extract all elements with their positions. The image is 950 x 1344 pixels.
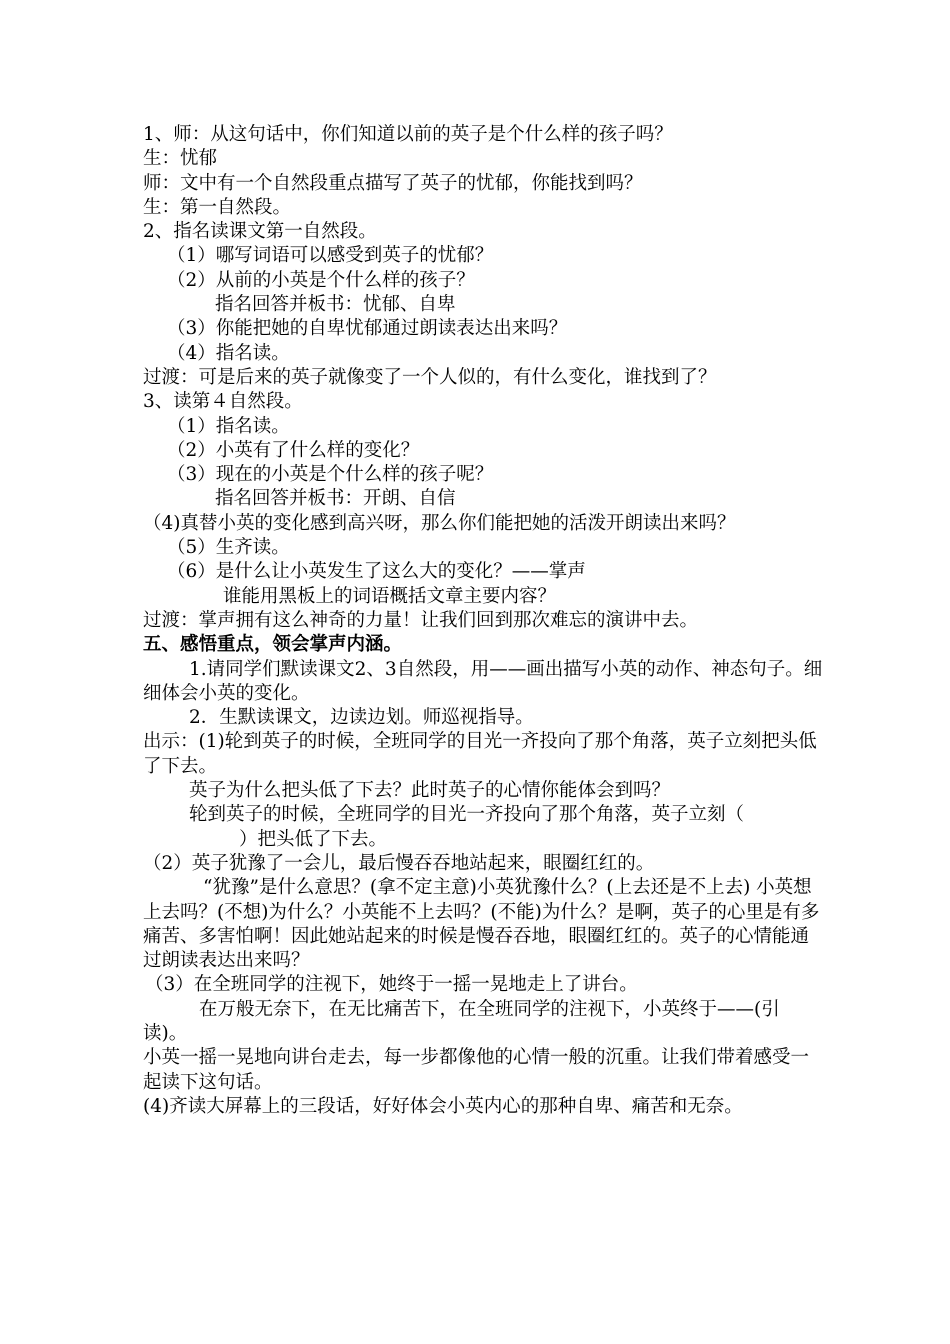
text-line: （1）指名读。 (167, 415, 290, 437)
text-line: （2）从前的小英是个什么样的孩子？ (167, 269, 475, 291)
text-paragraph: (4)齐读大屏幕上的三段话，好好体会小英内心的那种自卑、痛苦和无奈。 (143, 1095, 743, 1117)
text-fragment: ）把头低了下去。 (239, 828, 388, 850)
text-paragraph: 出示：(1)轮到英子的时候，全班同学的目光一齐投向了那个角落，英子立刻把头低了下去。 (143, 731, 817, 777)
text-line: 指名回答并板书：忧郁、自卑 (215, 294, 456, 316)
text-line: （3）在全班同学的注视下，她终于一摇一晃地走上了讲台。 (145, 974, 638, 996)
text-line: 2．生默读课文，边读边划。师巡视指导。 (189, 707, 534, 729)
text-line: 过渡：掌声拥有这么神奇的力量！让我们回到那次难忘的演讲中去。 (143, 609, 699, 631)
text-fragment: 轮到英子的时候，全班同学的目光一齐投向了那个角落，英子立刻（ (189, 804, 745, 826)
text-paragraph: 在万般无奈下，在无比痛苦下，在全班同学的注视下，小英终于——(引读)。 (143, 998, 780, 1044)
text-line: （6）是什么让小英发生了这么大的变化？——掌声 (167, 561, 586, 583)
text-line: 英子为什么把头低了下去？此时英子的心情你能体会到吗？ (189, 780, 671, 802)
text-line: 生：忧郁 (143, 148, 218, 170)
text-line: 生：第一自然段。 (143, 196, 292, 218)
text-line: 3、读第４自然段。 (143, 391, 303, 413)
text-line: 指名回答并板书：开朗、自信 (215, 488, 456, 510)
text-paragraph: （4)真替小英的变化感到高兴呀，那么你们能把她的活泼开朗读出来吗？ (143, 512, 736, 534)
text-line: （2）小英有了什么样的变化？ (167, 439, 420, 461)
document-page (143, 123, 823, 1119)
text-line: 师：文中有一个自然段重点描写了英子的忧郁，你能找到吗？ (143, 172, 643, 194)
text-line: （3）你能把她的自卑忧郁通过朗读表达出来吗？ (167, 318, 568, 340)
text-line: （3）现在的小英是个什么样的孩子呢？ (167, 464, 494, 486)
text-line: 1、师：从这句话中，你们知道以前的英子是个什么样的孩子吗？ (143, 124, 673, 145)
text-line: （4）指名读。 (167, 342, 290, 364)
text-paragraph: 1.请同学们默读课文2、3自然段，用——画出描写小英的动作、神态句子。细细体会小英的变化。 (143, 658, 823, 704)
text-line: 2、指名读课文第一自然段。 (143, 221, 377, 243)
text-paragraph (143, 803, 823, 852)
text-paragraph: 小英一摇一晃地向讲台走去，每一步都像他的心情一般的沉重。让我们带着感受一起读下这句话。 (143, 1047, 810, 1093)
text-paragraph: “犹豫”是什么意思？(拿不定主意)小英犹豫什么？(上去还是不上去) 小英想上去吗？(不想)为什么？小英能不上去吗？(不能)为什么？是啊，英子的心里是有多痛苦、多害怕啊！因此她站起来的时候是慢吞吞地，眼圈红红的。英子的心情能通过朗读表达出来吗？ (143, 877, 820, 972)
section-heading: 五、感悟重点，领会掌声内涵。 (143, 634, 403, 656)
text-line: （1）哪写词语可以感受到英子的忧郁？ (167, 245, 494, 267)
text-line: （5）生齐读。 (167, 537, 290, 559)
text-line: 谁能用黑板上的词语概括文章主要内容？ (223, 585, 557, 607)
text-line: （2）英子犹豫了一会儿，最后慢吞吞地站起来，眼圈红红的。 (143, 852, 655, 874)
text-line: 过渡：可是后来的英子就像变了一个人似的，有什么变化，谁找到了？ (143, 366, 717, 388)
